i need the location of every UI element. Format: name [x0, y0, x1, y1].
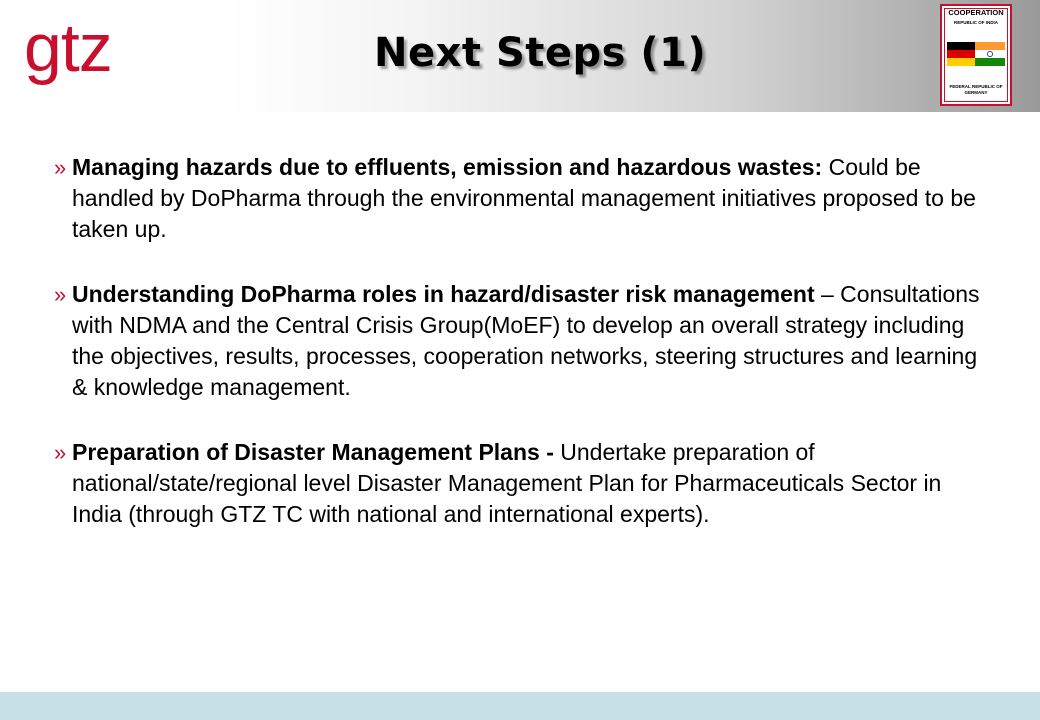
- bullet-marker: »: [54, 282, 67, 307]
- bullet-item-plans: [54, 437, 994, 530]
- bullet-text: – Consultations with NDMA and the Central Crisis Group(MoEF) to develop an overall strategy including the objectives, results, processes, cooperation networks, steering structures and learning & knowledge management.: [72, 281, 980, 400]
- bullet-marker: »: [54, 440, 67, 465]
- slide-title: Next Steps (1): [374, 30, 707, 76]
- cooperation-emblem: [940, 4, 1012, 106]
- bullet-heading: Preparation of Disaster Management Plans -: [72, 439, 554, 465]
- emblem-top-text: COOPERATION: [948, 8, 1004, 17]
- bullet-item-effluents: [54, 152, 994, 245]
- emblem-mid-text: REPUBLIC OF INDIA: [953, 20, 998, 25]
- bullet-item-roles: [54, 279, 994, 403]
- bullet-heading: Managing hazards due to effluents, emission and hazardous wastes:: [72, 154, 823, 180]
- bullet-heading: Understanding DoPharma roles in hazard/disaster risk management: [72, 281, 815, 307]
- germany-flag-icon: [947, 42, 977, 66]
- bullet-text: Undertake preparation of national/state/regional level Disaster Management Plan for Pharmaceuticals Sector in India (through GTZ TC with national and international experts).: [72, 439, 942, 527]
- emblem-bottom-text: FEDERAL REPUBLIC OF GERMANY: [949, 84, 1003, 95]
- india-flag-icon: [975, 42, 1005, 66]
- bullet-text: Could be handled by DoPharma through the environmental management initiatives proposed to be taken up.: [72, 154, 976, 242]
- bullet-list: [54, 152, 994, 564]
- gtz-logo: gtz: [24, 10, 112, 86]
- footer-band: [0, 692, 1040, 720]
- bullet-marker: »: [54, 155, 67, 180]
